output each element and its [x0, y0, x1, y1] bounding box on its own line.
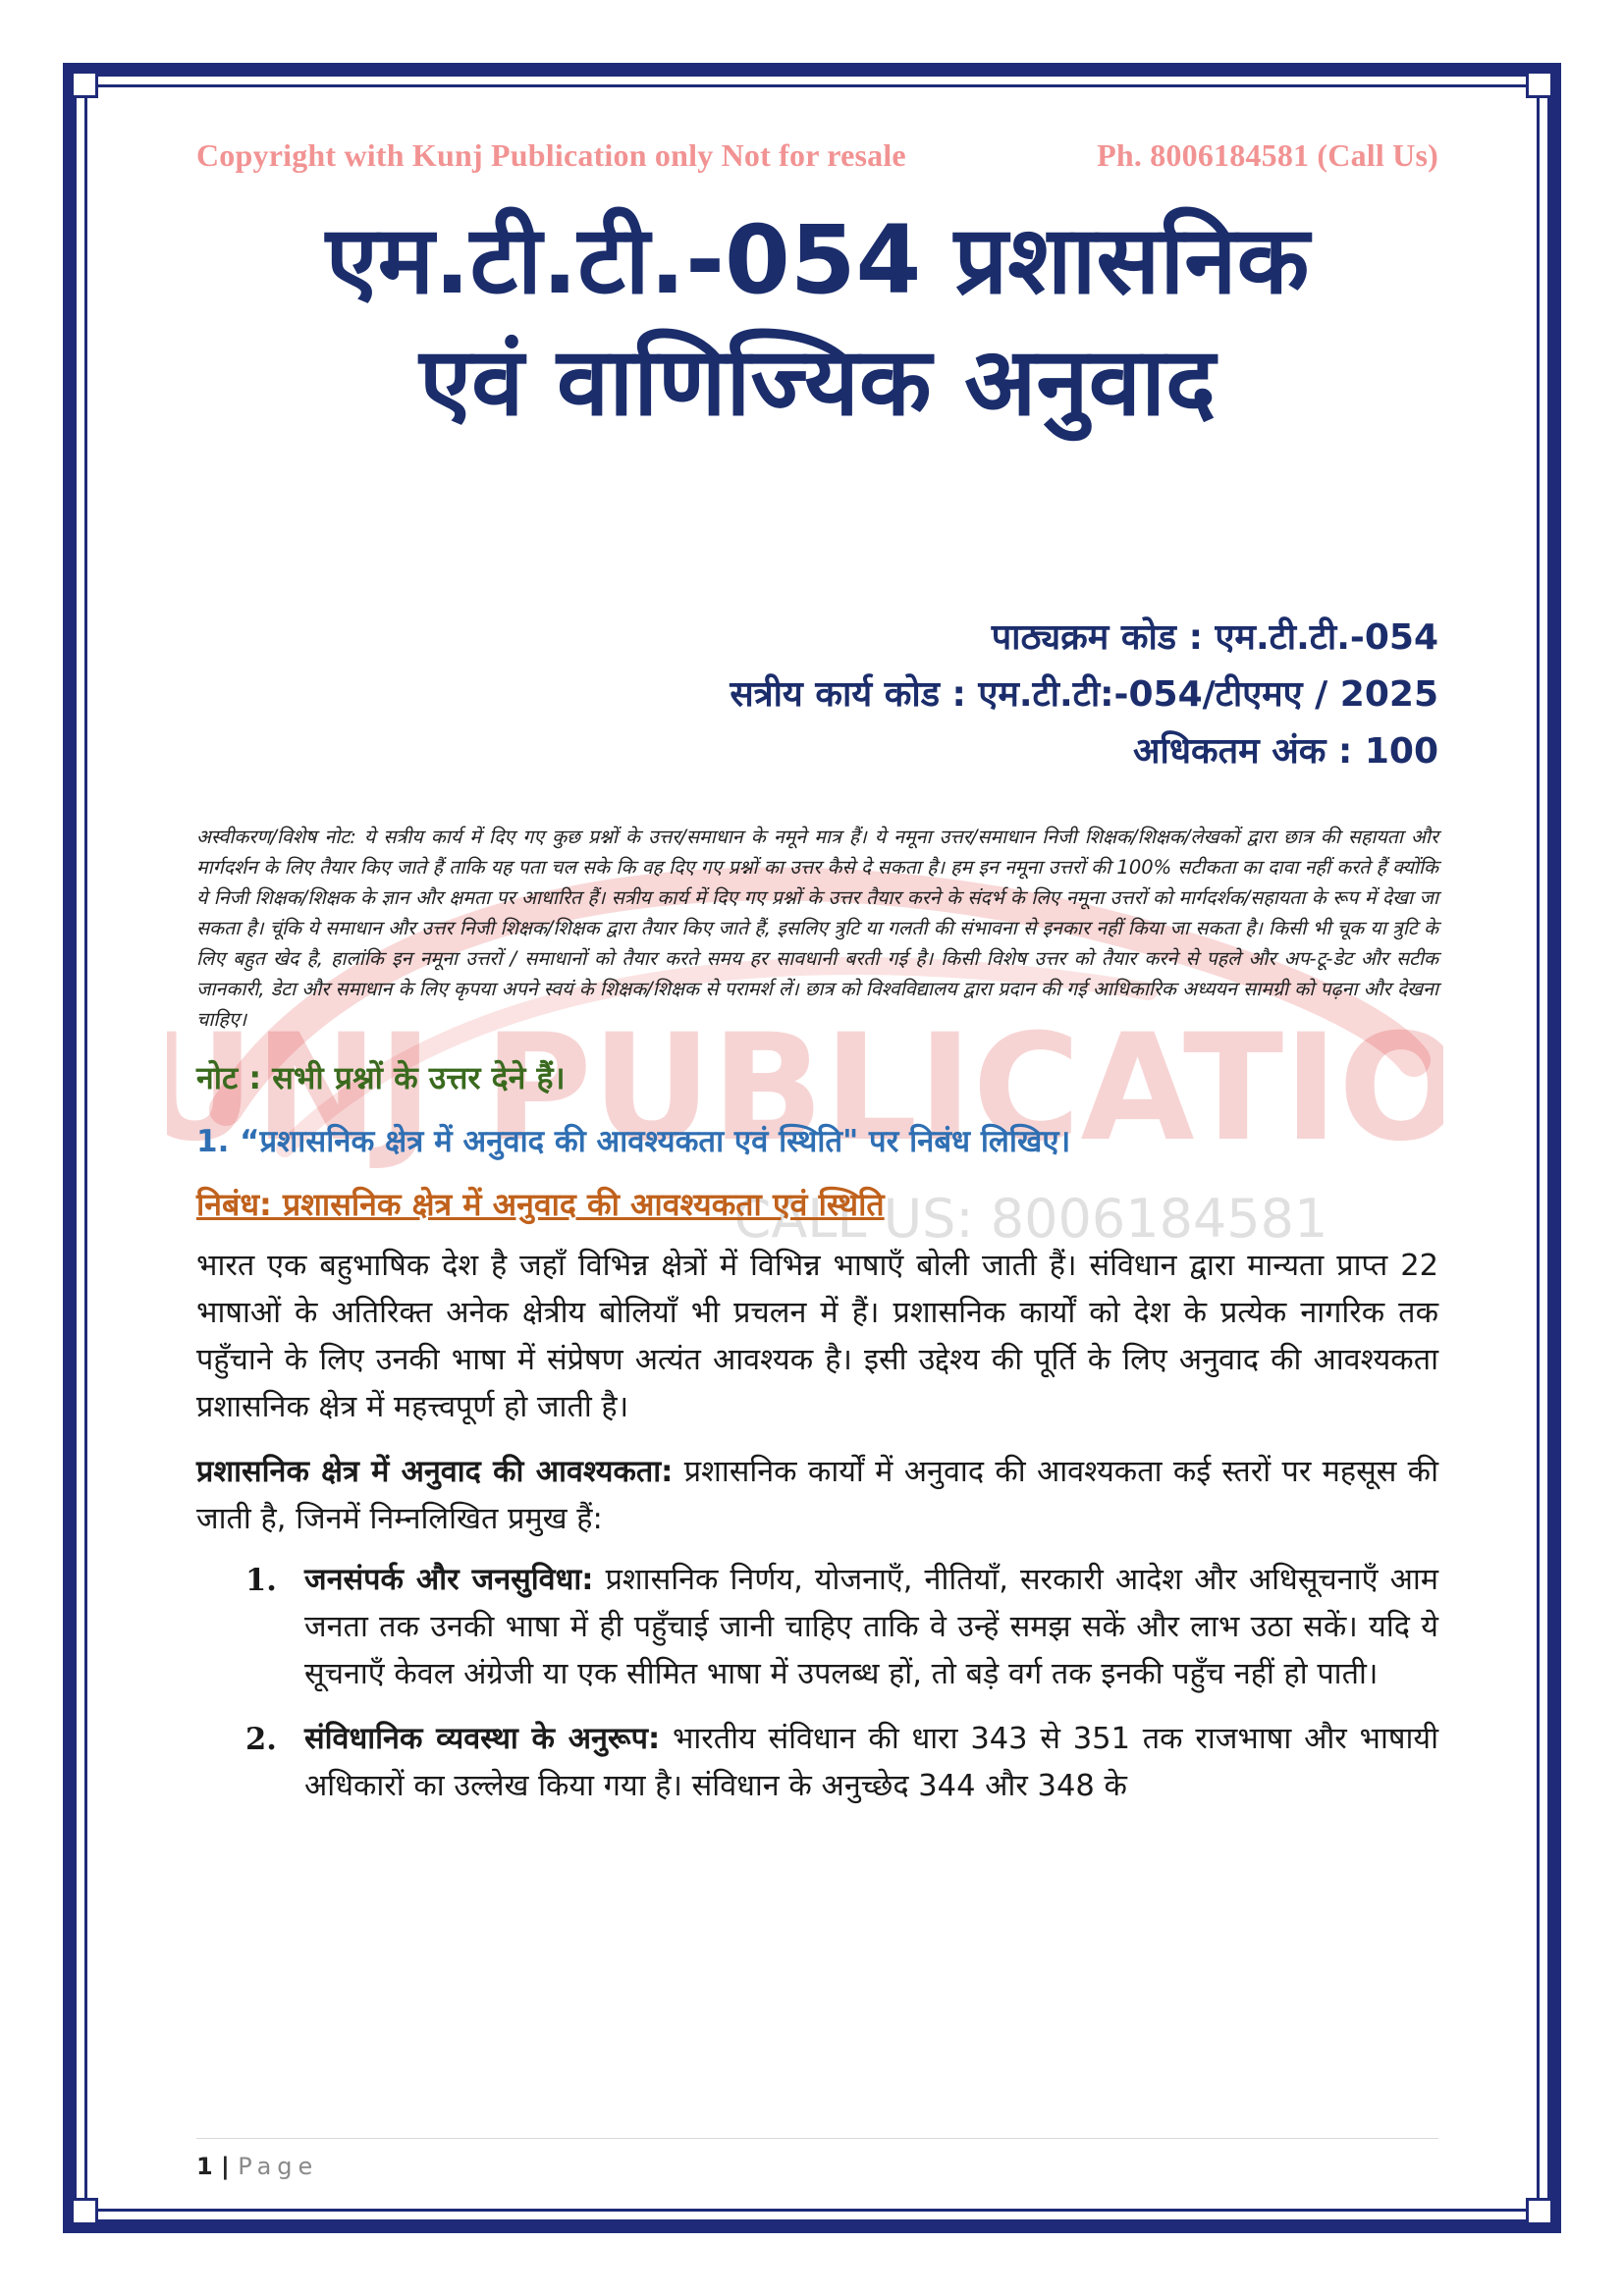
intro-paragraph: भारत एक बहुभाषिक देश है जहाँ विभिन्न क्षेत्रों में विभिन्न भाषाएँ बोली जाती हैं। संविधान द्वारा मान्यता प्राप्त 22 भाषाओं के अतिरिक्त अनेक क्षेत्रीय बोलियाँ भी प्रचलन में हैं। प्रशासनिक कार्यों को देश के प्रत्येक नागरिक तक पहुँचाने के लिए उनकी भाषा में संप्रेषण अत्यंत आवश्यक है। इसी उद्देश्य की पूर्ति के लिए अनुवाद की आवश्यकता प्रशासनिक क्षेत्र में महत्त्वपूर्ण हो जाती है। [196, 1249, 1438, 1424]
points-list [196, 1557, 1438, 1810]
document-title [196, 199, 1438, 443]
contact-phone: Ph. 8006184581 (Call Us) [1097, 137, 1438, 173]
list-item-lead: जनसंपर्क और जनसुविधा: [304, 1563, 594, 1597]
instructions-note: नोट : सभी प्रश्नों के उत्तर देने हैं। [196, 1059, 566, 1096]
list-item-number: 1. [245, 1563, 277, 1598]
list-item [196, 1557, 1438, 1698]
border-corner-ornament [1526, 2198, 1553, 2225]
list-item-body [304, 1716, 1438, 1810]
border-corner-ornament [71, 2198, 98, 2225]
need-section-paragraph [196, 1449, 1438, 1543]
svg-text:CALL US: 8006184581: CALL US: 8006184581 [733, 1188, 1328, 1250]
title-line-2: एवं वाणिज्यिक अनुवाद [419, 327, 1216, 437]
border-corner-ornament [1526, 71, 1553, 98]
list-item-number: 2. [245, 1722, 277, 1757]
document-page [196, 137, 1438, 1828]
copyright-header [196, 137, 1438, 174]
essay-heading: निबंध: प्रशासनिक क्षेत्र में अनुवाद की आवश्यकता एवं स्थिति [196, 1186, 885, 1223]
list-item-body [304, 1557, 1438, 1698]
assignment-meta [196, 610, 1438, 780]
page-number: 1 [196, 2153, 213, 2180]
list-item [196, 1716, 1438, 1810]
footer-separator: | [212, 2153, 239, 2180]
svg-text:KUNJ PUBLICATION: UNJ PUBLICATIO [167, 1003, 1443, 1174]
page-footer [196, 2138, 1438, 2180]
list-item-text: भारतीय संविधान की धारा 343 से 351 तक राजभाषा और भाषायी अधिकारों का उल्लेख किया गया है। संविधान के अनुच्छेद 344 और 348 के [304, 1722, 1439, 1803]
question-heading: 1. “प्रशासनिक क्षेत्र में अनुवाद की आवश्यकता एवं स्थिति" पर निबंध लिखिए। [196, 1124, 1071, 1159]
assignment-code: सत्रीय कार्य कोड : एम.टी.टी:-054/टीएमए / 2025 [730, 674, 1438, 715]
need-section-lead: प्रशासनिक क्षेत्र में अनुवाद की आवश्यकता: [196, 1455, 674, 1489]
copyright-notice: Copyright with Kunj Publication only Not for resale [196, 137, 906, 173]
max-marks: अधिकतम अंक : 100 [1133, 731, 1438, 772]
need-section-text: प्रशासनिक कार्यों में अनुवाद की आवश्यकता कई स्तरों पर महसूस की जाती है, जिनमें निम्नलिखित प्रमुख हैं: [196, 1455, 1438, 1536]
page-label: Page [238, 2153, 319, 2180]
border-corner-ornament [71, 71, 98, 98]
disclaimer-text: अस्वीकरण/विशेष नोट: ये सत्रीय कार्य में दिए गए कुछ प्रश्नों के उत्तर/समाधान के नमूने मात्र हैं। ये नमूना उत्तर/समाधान निजी शिक्षक/शिक्षक/लेखकों द्वारा छात्र की सहायता और मार्गदर्शन के लिए तैयार किए जाते हैं ताकि यह पता चल सके कि वह दिए गए प्रश्नों का उत्तर कैसे दे सकता है। हम इन नमूना उत्तरों की 100% सटीकता का दावा नहीं करते हैं क्योंकि ये निजी शिक्षक/शिक्षक के ज्ञान और क्षमता पर आधारित हैं। सत्रीय कार्य में दिए गए प्रश्नों के उत्तर तैयार करने के संदर्भ के लिए नमूना उत्तरों को मार्गदर्शक/सहायता के रूप में देखा जा सकता है। चूंकि ये समाधान और उत्तर निजी शिक्षक/शिक्षक द्वारा तैयार किए जाते हैं, इसलिए त्रुटि या गलती की संभावना से इनकार नहीं किया जा सकता है। किसी भी चूक या त्रुटि के लिए बहुत खेद है, हालांकि इन नमूना उत्तरों / समाधानों को तैयार करते समय हर सावधानी बरती गई है। किसी विशेष उत्तर को तैयार करने से पहले और अप-टू-डेट और सटीक जानकारी, डेटा और समाधान के लिए कृपया अपने स्वयं के शिक्षक/शिक्षक से परामर्श लें। छात्र को विश्वविद्यालय द्वारा प्रदान की गई आधिकारिक अध्ययन सामग्री को पढ़ना और देखना चाहिए। [196, 826, 1438, 1031]
title-line-1: एम.टी.टी.-054 प्रशासनिक [325, 205, 1310, 315]
list-item-text: प्रशासनिक निर्णय, योजनाएँ, नीतियाँ, सरकारी आदेश और अधिसूचनाएँ आम जनता तक उनकी भाषा में ही पहुँचाई जानी चाहिए ताकि वे उन्हें समझ सकें और लाभ उठा सकें। यदि ये सूचनाएँ केवल अंग्रेजी या एक सीमित भाषा में उपलब्ध हों, तो बड़े वर्ग तक इनकी पहुँच नहीं हो पाती। [304, 1563, 1438, 1691]
course-code: पाठ्यक्रम कोड : एम.टी.टी.-054 [991, 617, 1438, 658]
list-item-lead: संविधानिक व्यवस्था के अनुरूप: [304, 1722, 661, 1756]
